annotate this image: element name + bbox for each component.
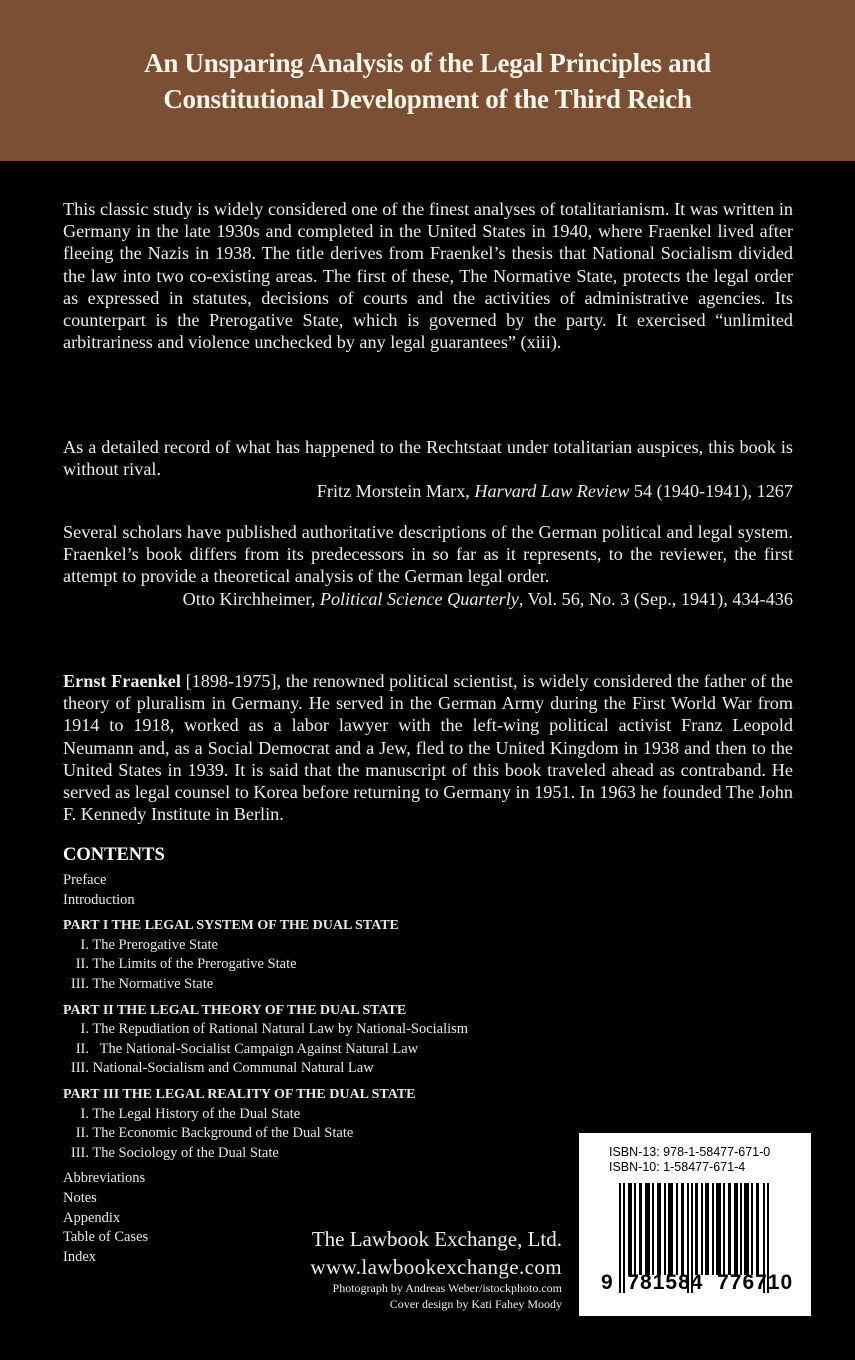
toc-chapter: I. The Legal History of the Dual State bbox=[80, 1105, 301, 1122]
contents-heading: CONTENTS bbox=[63, 845, 165, 865]
toc-chapter: III. The Normative State bbox=[70, 975, 214, 992]
barcode-digits: 9 781584 776710 bbox=[601, 1271, 794, 1294]
review-attribution: Otto Kirchheimer, Political Science Quarterly, Vol. 56, No. 3 (Sep., 1941), 434-436 bbox=[182, 588, 793, 609]
review-attribution: Fritz Morstein Marx, Harvard Law Review 54 (1940-1941), 1267 bbox=[316, 481, 793, 502]
review-quote-2 bbox=[63, 521, 793, 610]
design-credit: Cover design by Kati Fahey Moody bbox=[389, 1297, 562, 1311]
cover-tagline: An Unsparing Analysis of the Legal Principles and Constitutional Development of the Third Reich bbox=[144, 47, 711, 114]
publisher-name: The Lawbook Exchange, Ltd. bbox=[311, 1227, 562, 1251]
publisher-block bbox=[310, 1225, 562, 1312]
title-banner bbox=[0, 0, 855, 161]
isbn-barcode bbox=[579, 1133, 811, 1316]
author-bio: Ernst Fraenkel [1898-1975], the renowned political scientist, is widely considered the father of the theory of pluralism in Germany. He served in the German Army during the First World War from 1914 to 1918, worked as a labor lawyer with the left-wing political activist Franz Leopold Neumann and, as a Social Democrat and a Jew, fled to the United Kingdom in 1938 and then to the United States in 1939. It is said that the manuscript of this book traveled ahead as contraband. He served as legal counsel to Korea before returning to Germany in 1951. In 1963 he founded The John F. Kennedy Institute in Berlin. bbox=[63, 671, 793, 825]
toc-chapter: III. National-Socialism and Communal Natural Law bbox=[70, 1060, 374, 1077]
review-text: Several scholars have published authoritative descriptions of the German political and legal system. Fraenkel’s book differs from its predecessors in so far as it represents, to the reviewer, the first attempt to provide a theoretical analysis of the German legal order. bbox=[63, 522, 793, 587]
review-text: As a detailed record of what has happened to the Rechtstaat under totalitarian auspices, this book is without rival. bbox=[63, 437, 793, 480]
toc-item: Preface bbox=[63, 872, 107, 888]
toc-part-heading: PART II THE LEGAL THEORY OF THE DUAL STATE bbox=[63, 1002, 407, 1018]
toc-chapter: II. The Limits of the Prerogative State bbox=[75, 956, 297, 973]
toc-item: Appendix bbox=[63, 1209, 121, 1226]
toc-chapter: I. The Prerogative State bbox=[80, 936, 218, 953]
toc-chapter: I. The Repudiation of Rational Natural Law by National-Socialism bbox=[80, 1021, 469, 1038]
toc-item: Abbreviations bbox=[63, 1170, 146, 1187]
isbn-10: ISBN-10: 1-58477-671-4 bbox=[609, 1160, 746, 1174]
toc-item: Table of Cases bbox=[63, 1229, 149, 1246]
publisher-url: www.lawbookexchange.com bbox=[310, 1255, 562, 1279]
toc-chapter: II. The Economic Background of the Dual State bbox=[75, 1125, 354, 1142]
toc-part-heading: PART III THE LEGAL REALITY OF THE DUAL STATE bbox=[63, 1086, 416, 1102]
photo-credit: Photograph by Andreas Weber/istockphoto.com bbox=[332, 1281, 562, 1295]
author-name: Ernst Fraenkel bbox=[63, 671, 181, 691]
isbn-13: ISBN-13: 978-1-58477-671-0 bbox=[609, 1145, 771, 1159]
review-quote-1 bbox=[63, 436, 793, 503]
intro-paragraph: This classic study is widely considered one of the finest analyses of totalitarianism. It was written in Germany in the late 1930s and completed in the United States in 1940, where Fraenkel lived after fleeing the Nazis in 1938. The title derives from Fraenkel’s thesis that National Socialism divided the law into two co-existing areas. The first of these, The Normative State, protects the legal order as expressed in statutes, decisions of courts and the activities of administrative agencies. Its counterpart is the Prerogative State, which is governed by the party. It exercised “unlimited arbitrariness and violence unchecked by any legal guarantees” (xiii). bbox=[63, 199, 793, 353]
toc-part-heading: PART I THE LEGAL SYSTEM OF THE DUAL STATE bbox=[63, 918, 399, 934]
toc-chapter: III. The Sociology of the Dual State bbox=[70, 1144, 279, 1161]
toc-item: Introduction bbox=[63, 891, 135, 908]
toc-chapter: II. The National-Socialist Campaign Against Natural Law bbox=[75, 1040, 419, 1057]
toc-item: Notes bbox=[63, 1189, 97, 1206]
table-of-contents bbox=[63, 844, 543, 1267]
toc-item: Index bbox=[63, 1248, 97, 1265]
